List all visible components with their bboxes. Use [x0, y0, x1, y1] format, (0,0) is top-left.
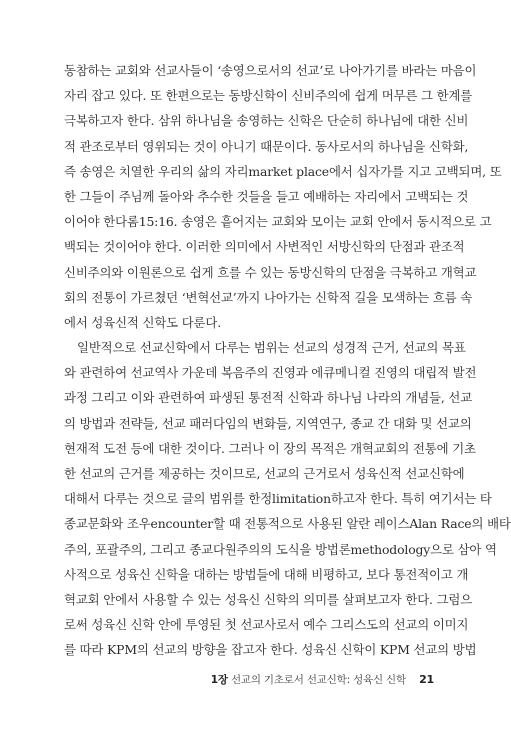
text-line: 사적으로 성육신 신학을 대하는 방법들에 대해 비평하고, 보다 통전적이고 개 — [64, 566, 469, 582]
text-line: 일반적으로 선교신학에서 다루는 범위는 선교의 성경적 근거, 선교의 목표 — [77, 340, 466, 356]
text-line: 이어야 한다롬15:16. 송영은 흩어지는 교회와 모이는 교회 안에서 동시적으로 고 — [64, 214, 492, 230]
text-line: 회의 전통이 가르쳤던 ‘변혁선교’까지 나아가는 신학적 길을 모색하는 흐름 속 — [64, 289, 473, 305]
text-line: 대해서 다루는 것으로 글의 범위를 한정limitation하고자 한다. 특히 여기서는 타 — [64, 491, 492, 507]
text-line: 와 관련하여 선교역사 가운데 복음주의 진영과 에큐메니컬 진영의 대립적 발전 — [64, 365, 477, 381]
footer-title: 선교의 기초로서 선교신학: 성육신 신학 — [230, 674, 406, 686]
text-line: 자리 잡고 있다. 또 한편으로는 동방신학이 신비주의에 쉽게 머무른 그 한계를 — [64, 88, 473, 104]
footer-chapter: 1장 — [210, 674, 228, 686]
page-body — [64, 58, 511, 663]
text-line: 종교문화와 조우encounter할 때 전통적으로 사용된 알란 레이스Alan Race의 배타 — [64, 516, 511, 532]
text-line: 에서 성육신적 신학도 다룬다. — [64, 314, 221, 330]
text-line: 로써 성육신 신학 안에 투영된 첫 선교사로서 예수 그리스도의 선교의 이미지 — [64, 617, 469, 633]
paragraph-1 — [64, 58, 502, 335]
running-footer — [211, 672, 434, 687]
text-line: 즉 송영은 치열한 우리의 삶의 자리market place에서 십자가를 지고 고백되며, 또 — [64, 163, 502, 179]
text-line: 극복하고자 한다. 삼위 하나님을 송영하는 신학은 단순히 하나님에 대한 신비 — [64, 113, 469, 129]
text-line: 를 따라 KPM의 선교의 방향을 잡고자 한다. 성육신 신학이 KPM 선교의 방법 — [64, 642, 477, 658]
text-line: 적 관조로부터 영위되는 것이 아니기 때문이다. 동사로서의 하나님을 신학화, — [64, 138, 469, 154]
text-line: 백되는 것이어야 한다. 이러한 의미에서 사변적인 서방신학의 단점과 관조적 — [64, 239, 465, 255]
text-line: 신비주의와 이원론으로 쉽게 흐를 수 있는 동방신학의 단점을 극복하고 개혁교 — [64, 264, 477, 280]
text-line: 혁교회 안에서 사용할 수 있는 성육신 신학의 의미를 살펴보고자 한다. 그럼으 — [64, 591, 473, 607]
text-line: 과정 그리고 이와 관련하여 파생된 통전적 신학과 하나님 나라의 개념들, 선교 — [64, 390, 473, 406]
text-line: 주의, 포괄주의, 그리고 종교다원주의의 도식을 방법론methodology으로 삼아 역 — [64, 541, 497, 557]
paragraph-2 — [64, 335, 511, 662]
text-line: 동참하는 교회와 선교사들이 ‘송영으로서의 선교’로 나아가기를 바라는 마음이 — [64, 63, 477, 78]
text-line: 현재적 도전 등에 대한 것이다. 그러나 이 장의 목적은 개혁교회의 전통에 기초 — [64, 440, 476, 456]
text-line: 한 그들이 주님께 돌아와 추수한 것들을 들고 예배하는 자리에서 고백되는 것 — [64, 188, 469, 204]
text-line: 의 방법과 전략들, 선교 패러다임의 변화들, 지역연구, 종교 간 대화 및 선교의 — [64, 415, 472, 431]
page-number: 21 — [419, 673, 434, 686]
text-line: 한 선교의 근거를 제공하는 것이므로, 선교의 근거로서 성육신적 선교신학에 — [64, 466, 465, 481]
